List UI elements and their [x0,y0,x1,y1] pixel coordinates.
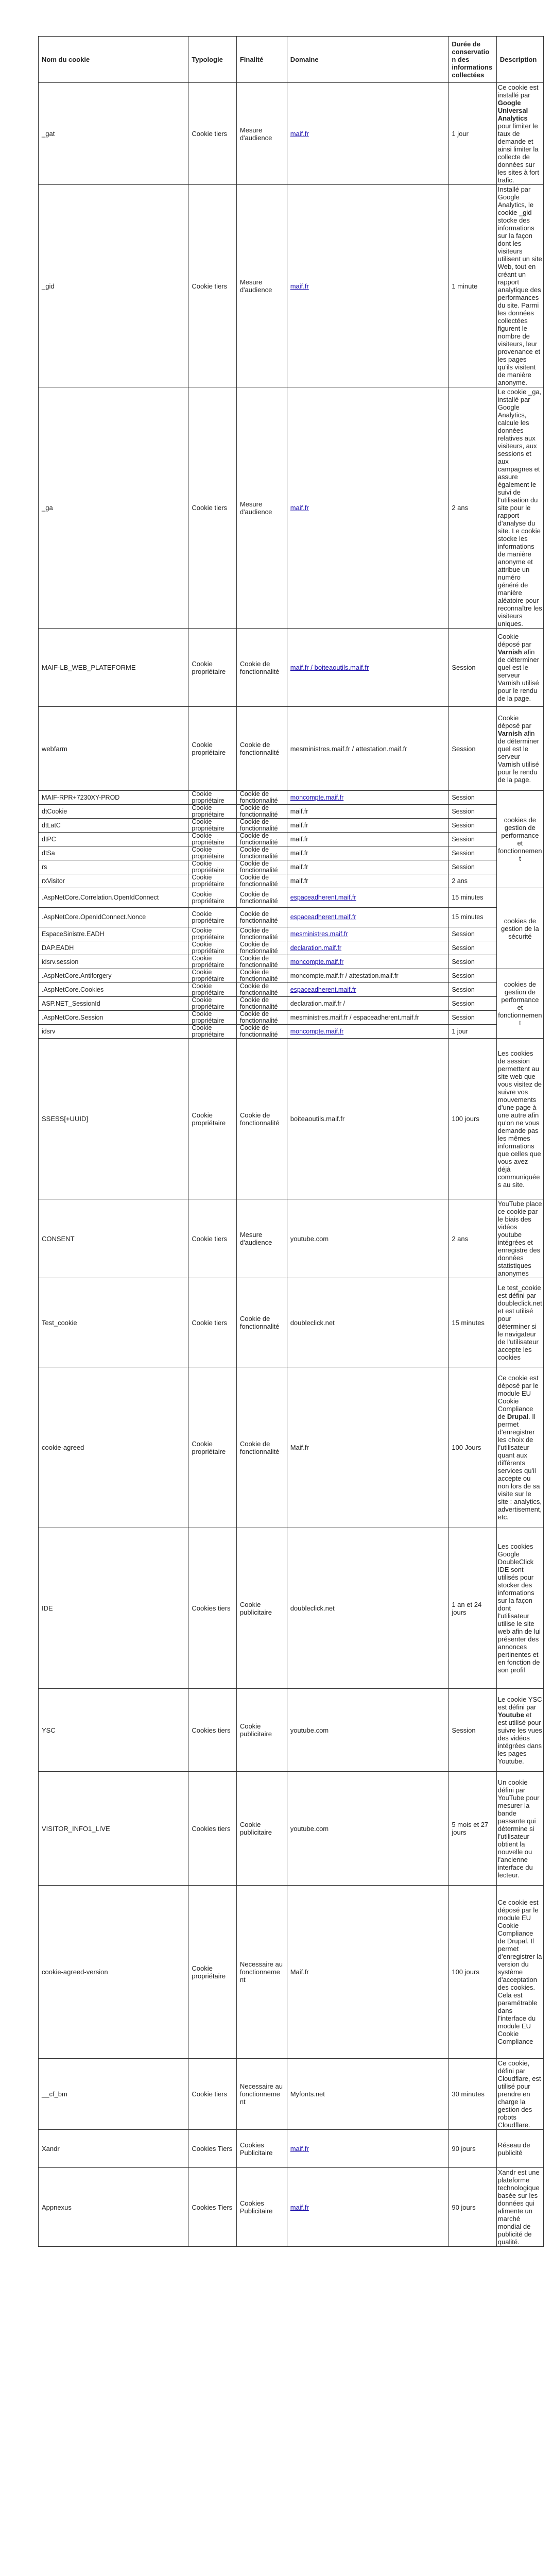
cookie-duration: 2 ans [449,387,496,629]
cookie-domain-link[interactable]: declaration.maif.fr [290,944,342,952]
cookie-duration: 90 jours [449,2168,496,2247]
cookie-description: Réseau de publicité [496,2130,543,2168]
cookie-description: Ce cookie, défini par Cloudflare, est utilisé pour prendre en charge la gestion des robots Cloudflare. [496,2059,543,2130]
table-row [39,860,544,874]
cookie-domain: doubleclick.net [287,1278,449,1367]
description-part: Le cookie YSC est défini par [497,1695,542,1711]
cookie-name: rs [39,860,188,874]
cookie-type: Cookie propriétaire [188,846,236,860]
cookie-domain: maif.fr [287,846,449,860]
cookie-purpose: Cookie de fonctionnalité [236,927,287,941]
cookie-type: Cookie propriétaire [188,1039,236,1199]
cookie-purpose: Cookie de fonctionnalité [236,1278,287,1367]
table-row [39,1886,544,2059]
description-part: Drupal [507,1413,529,1420]
cookie-purpose: Cookie de fonctionnalité [236,833,287,846]
cookie-name: idsrv [39,1025,188,1039]
cookie-domain [287,83,449,185]
cookie-name: CONSENT [39,1199,188,1278]
group-description-performance: cookies de gestion de performance et fonctionnement [496,791,543,888]
cookie-name: .AspNetCore.Session [39,1011,188,1025]
cookie-domain: youtube.com [287,1199,449,1278]
cookie-domain [287,2130,449,2168]
cookie-type: Cookie propriétaire [188,819,236,833]
table-row [39,2059,544,2130]
cookie-type: Cookie propriétaire [188,955,236,969]
cookie-duration: 15 minutes [449,888,496,908]
cookie-type: Cookie tiers [188,2059,236,2130]
cookie-type: Cookie propriétaire [188,1886,236,2059]
table-row [39,387,544,629]
cookie-duration: Session [449,1011,496,1025]
cookie-domain [287,983,449,997]
col-header-name: Nom du cookie [39,37,188,83]
cookie-description: Le test_cookie est défini par doubleclick.net et est utilisé pour déterminer si le navigateur de l'utilisateur accepte les cookies [496,1278,543,1367]
table-row [39,1367,544,1528]
table-row [39,908,544,927]
cookie-purpose: Necessaire au fonctionnement [236,1886,287,2059]
cookie-duration: Session [449,791,496,805]
cookie-name: dtCookie [39,805,188,819]
cookie-description: Installé par Google Analytics, le cookie _gid stocke des informations sur la façon dont les visiteurs utilisent un site Web, tout en créant un rapport analytique des performances du site. Parmi les données collectées figurent le nombre de visiteurs, leur provenance et les pages qu'ils visitent de manière anonyme. [496,185,543,387]
cookie-description [496,707,543,791]
table-row [39,707,544,791]
cookie-domain-link[interactable]: moncompte.maif.fr [290,1027,344,1035]
cookie-name: ASP.NET_SessionId [39,997,188,1011]
cookie-domain-link[interactable]: maif.fr [290,282,309,290]
cookie-duration: Session [449,819,496,833]
cookie-domain-link[interactable]: moncompte.maif.fr [290,958,344,965]
table-row [39,2168,544,2247]
cookie-duration: Session [449,927,496,941]
cookie-name: _gid [39,185,188,387]
cookie-type: Cookie propriétaire [188,1025,236,1039]
table-row [39,983,544,997]
cookie-domain [287,1025,449,1039]
cookie-domain [287,941,449,955]
cookie-name: __cf_bm [39,2059,188,2130]
cookie-domain: boiteaoutils.maif.fr [287,1039,449,1199]
cookie-type: Cookie propriétaire [188,927,236,941]
table-row [39,955,544,969]
cookie-type: Cookie propriétaire [188,983,236,997]
cookie-domain: Maif.fr [287,1367,449,1528]
cookie-type: Cookies tiers [188,1689,236,1772]
cookie-purpose: Cookie de fonctionnalité [236,1011,287,1025]
cookie-type: Cookie tiers [188,387,236,629]
cookie-type: Cookie propriétaire [188,941,236,955]
cookie-duration: 100 Jours [449,1367,496,1528]
group-description-performance-2: cookies de gestion de performance et fonctionnement [496,969,543,1039]
table-row [39,1772,544,1886]
cookie-name: cookie-agreed-version [39,1886,188,2059]
table-row [39,83,544,185]
cookie-duration: 100 jours [449,1886,496,2059]
cookie-domain-link[interactable]: maif.fr / boiteaoutils.maif.fr [290,664,369,671]
cookie-purpose: Cookie de fonctionnalité [236,888,287,908]
cookie-duration: Session [449,707,496,791]
cookie-description: Ce cookie est déposé par le module EU Cookie Compliance de Drupal. Il permet d'enregistrer la version du système d'acceptation des cookies. Cela est paramétrable dans l'interface du module EU Cookie Compliance [496,1886,543,2059]
table-row [39,888,544,908]
cookie-name: SSESS[+UUID] [39,1039,188,1199]
table-row [39,805,544,819]
col-header-type: Typologie [188,37,236,83]
cookie-description: Le cookie _ga, installé par Google Analytics, calcule les données relatives aux visiteurs, aux sessions et aux campagnes et assure également le suivi de l'utilisation du site pour le rapport d'analyse du site. Le cookie stocke les informations de manière anonyme et attribue un numéro généré de manière aléatoire pour reconnaître les visiteurs uniques. [496,387,543,629]
cookie-duration: 2 ans [449,874,496,888]
description-part: Varnish [497,648,522,656]
cookie-domain-link[interactable]: espaceadherent.maif.fr [290,913,356,921]
cookie-description: Les cookies de session permettent au site web que vous visitez de suivre vos mouvements d'une page à une autre afin qu'on ne vous demande pas les mêmes informations que celles que vous avez déjà communiquées au site. [496,1039,543,1199]
cookie-domain-link[interactable]: maif.fr [290,2203,309,2211]
cookie-domain [287,185,449,387]
cookie-domain: maif.fr [287,819,449,833]
cookie-duration: 5 mois et 27 jours [449,1772,496,1886]
cookie-purpose: Cookies Publicitaire [236,2130,287,2168]
cookie-type: Cookie tiers [188,1199,236,1278]
cookie-domain: mesministres.maif.fr / espaceadherent.maif.fr [287,1011,449,1025]
cookie-duration: Session [449,846,496,860]
table-row [39,1278,544,1367]
cookie-duration: 15 minutes [449,908,496,927]
table-row [39,1199,544,1278]
cookie-name: DAP.EADH [39,941,188,955]
cookie-name: .AspNetCore.Antiforgery [39,969,188,983]
cookie-name: cookie-agreed [39,1367,188,1528]
cookie-duration: Session [449,969,496,983]
cookie-type: Cookie propriétaire [188,1367,236,1528]
cookie-duration: 1 minute [449,185,496,387]
cookie-domain [287,2168,449,2247]
cookie-type: Cookie tiers [188,83,236,185]
table-row [39,874,544,888]
cookie-duration: Session [449,955,496,969]
cookie-purpose: Cookie de fonctionnalité [236,908,287,927]
cookie-name: YSC [39,1689,188,1772]
cookie-name: dtSa [39,846,188,860]
cookie-name: _ga [39,387,188,629]
description-part: pour limiter le taux de demande et ainsi limiter la collecte de données sur les sites à fort trafic. [497,122,539,184]
table-row [39,927,544,941]
cookie-purpose: Mesure d'audience [236,1199,287,1278]
cookie-domain: Maif.fr [287,1886,449,2059]
cookie-name: MAIF-RPR+7230XY-PROD [39,791,188,805]
cookie-type: Cookie propriétaire [188,1011,236,1025]
cookie-domain [287,791,449,805]
description-part: Ce cookie est installé par [497,83,539,99]
cookie-duration: 1 an et 24 jours [449,1528,496,1689]
cookie-domain: declaration.maif.fr / [287,997,449,1011]
cookie-duration: 30 minutes [449,2059,496,2130]
cookie-duration: Session [449,833,496,846]
description-part: Youtube [497,1710,524,1719]
cookie-purpose: Necessaire au fonctionnement [236,2059,287,2130]
cookie-duration: Session [449,860,496,874]
cookie-duration: 1 jour [449,83,496,185]
cookie-domain: doubleclick.net [287,1528,449,1689]
cookie-domain: maif.fr [287,860,449,874]
table-row [39,791,544,805]
cookie-duration: Session [449,1689,496,1772]
cookie-domain: maif.fr [287,874,449,888]
cookie-domain [287,387,449,629]
cookie-duration: Session [449,997,496,1011]
description-part: Varnish [497,729,522,737]
cookie-type: Cookies tiers [188,1528,236,1689]
cookie-domain [287,888,449,908]
cookie-domain-link[interactable]: espaceadherent.maif.fr [290,894,356,901]
table-row [39,833,544,846]
cookie-purpose: Cookie de fonctionnalité [236,997,287,1011]
cookie-purpose: Cookie de fonctionnalité [236,791,287,805]
cookie-description: Xandr est une plateforme technologique basée sur les données qui alimente un marché mondial de publicité de qualité. [496,2168,543,2247]
col-header-duration: Durée de conservation des informations collectées [449,37,496,83]
cookie-type: Cookie propriétaire [188,908,236,927]
cookie-domain [287,908,449,927]
cookie-purpose: Cookie de fonctionnalité [236,629,287,707]
cookie-domain-link[interactable]: maif.fr [290,504,309,512]
description-part: . Il permet d'enregistrer les choix de l'utilisateur quant aux différents services qu'il accepte ou non lors de sa visite sur le site : analytics, advertisement, etc. [497,1413,542,1521]
cookie-domain: youtube.com [287,1772,449,1886]
table-row [39,969,544,983]
cookie-duration: 100 jours [449,1039,496,1199]
cookie-description [496,1689,543,1772]
cookie-description [496,1367,543,1528]
cookie-purpose: Cookie de fonctionnalité [236,969,287,983]
table-row [39,629,544,707]
cookie-name: idsrv.session [39,955,188,969]
cookie-purpose: Cookie de fonctionnalité [236,941,287,955]
cookie-duration: 90 jours [449,2130,496,2168]
cookie-name: Test_cookie [39,1278,188,1367]
cookie-domain: mesministres.maif.fr / attestation.maif.fr [287,707,449,791]
cookie-name: VISITOR_INFO1_LIVE [39,1772,188,1886]
description-part: afin de déterminer quel est le serveur Varnish utilisé pour le rendu de la page. [497,648,539,702]
cookie-description [496,629,543,707]
description-part: Google Universal Analytics [497,99,528,122]
cookie-duration: Session [449,941,496,955]
description-part: Ce cookie est déposé par le module EU Cookie Compliance de [497,1374,539,1420]
cookie-purpose: Cookie de fonctionnalité [236,846,287,860]
cookie-purpose: Cookie de fonctionnalité [236,707,287,791]
cookie-type: Cookie propriétaire [188,888,236,908]
cookie-domain-link[interactable]: maif.fr [290,2145,309,2153]
cookie-purpose: Cookie de fonctionnalité [236,1039,287,1199]
cookie-type: Cookie propriétaire [188,707,236,791]
cookie-type: Cookies tiers [188,1772,236,1886]
cookie-name: MAIF-LB_WEB_PLATEFORME [39,629,188,707]
cookie-domain: maif.fr [287,833,449,846]
cookie-type: Cookie propriétaire [188,874,236,888]
cookie-duration: Session [449,805,496,819]
table-row [39,941,544,955]
cookie-name: rxVisitor [39,874,188,888]
cookie-domain: maif.fr [287,805,449,819]
table-row [39,1025,544,1039]
description-part: afin de déterminer quel est le serveur Varnish utilisé pour le rendu de la page. [497,729,539,784]
cookie-type: Cookies Tiers [188,2130,236,2168]
cookie-name: Appnexus [39,2168,188,2247]
cookie-type: Cookie propriétaire [188,805,236,819]
cookie-duration: 15 minutes [449,1278,496,1367]
cookie-description [496,83,543,185]
cookie-purpose: Cookie de fonctionnalité [236,819,287,833]
cookie-domain-link[interactable]: moncompte.maif.fr [290,793,344,801]
cookie-name: dtPC [39,833,188,846]
table-row [39,846,544,860]
cookie-purpose: Mesure d'audience [236,83,287,185]
cookie-purpose: Cookie de fonctionnalité [236,1025,287,1039]
cookie-purpose: Cookie de fonctionnalité [236,874,287,888]
cookie-type: Cookie tiers [188,185,236,387]
cookie-purpose: Cookie de fonctionnalité [236,1367,287,1528]
description-part: et est utilisé pour suivre les vues des vidéos intégrées dans les pages Youtube. [497,1710,542,1765]
cookie-purpose: Cookie de fonctionnalité [236,983,287,997]
cookie-duration: 2 ans [449,1199,496,1278]
cookie-name: .AspNetCore.Correlation.OpenIdConnect [39,888,188,908]
cookie-purpose: Cookie publicitaire [236,1689,287,1772]
cookie-purpose: Cookies Publicitaire [236,2168,287,2247]
cookie-purpose: Cookie publicitaire [236,1772,287,1886]
cookie-description: Un cookie défini par YouTube pour mesurer la bande passante qui détermine si l'utilisateur obtient la nouvelle ou l'ancienne interface du lecteur. [496,1772,543,1886]
cookie-name: _gat [39,83,188,185]
cookie-type: Cookie propriétaire [188,833,236,846]
cookie-domain [287,629,449,707]
table-row [39,2130,544,2168]
cookie-name: dtLatC [39,819,188,833]
cookie-duration: Session [449,983,496,997]
table-row [39,185,544,387]
table-row [39,1528,544,1689]
cookie-purpose: Mesure d'audience [236,185,287,387]
cookie-domain-link[interactable]: maif.fr [290,130,309,138]
cookie-domain: moncompte.maif.fr / attestation.maif.fr [287,969,449,983]
description-part: Cookie déposé par [497,633,531,648]
cookie-name: .AspNetCore.OpenIdConnect.Nonce [39,908,188,927]
table-row [39,1689,544,1772]
cookie-description: Les cookies Google DoubleClick IDE sont utilisés pour stocker des informations sur la façon dont l'utilisateur utilise le site web afin de lui présenter des annonces pertinentes et en fonction de son profil [496,1528,543,1689]
cookie-type: Cookie tiers [188,1278,236,1367]
cookie-domain [287,955,449,969]
cookie-purpose: Cookie de fonctionnalité [236,860,287,874]
cookie-duration: Session [449,629,496,707]
cookie-name: webfarm [39,707,188,791]
cookie-type: Cookie propriétaire [188,969,236,983]
description-part: Cookie déposé par [497,714,531,730]
cookie-description: YouTube place ce cookie par le biais des vidéos youtube intégrées et enregistre des données statistiques anonymes [496,1199,543,1278]
cookie-table [38,36,544,2247]
cookie-name: .AspNetCore.Cookies [39,983,188,997]
cookie-purpose: Cookie publicitaire [236,1528,287,1689]
cookie-domain-link[interactable]: espaceadherent.maif.fr [290,986,356,993]
cookie-type: Cookie propriétaire [188,860,236,874]
cookie-type: Cookies Tiers [188,2168,236,2247]
cookie-domain: youtube.com [287,1689,449,1772]
col-header-domain: Domaine [287,37,449,83]
cookie-type: Cookie propriétaire [188,791,236,805]
table-row [39,997,544,1011]
cookie-purpose: Cookie de fonctionnalité [236,955,287,969]
cookie-name: Xandr [39,2130,188,2168]
table-row [39,819,544,833]
table-row [39,1039,544,1199]
group-description-security: cookies de gestion de la sécurité [496,888,543,969]
cookie-duration: 1 jour [449,1025,496,1039]
cookie-purpose: Mesure d'audience [236,387,287,629]
table-row [39,1011,544,1025]
table-header-row [39,37,544,83]
col-header-purpose: Finalité [236,37,287,83]
cookie-domain [287,927,449,941]
cookie-type: Cookie propriétaire [188,629,236,707]
cookie-type: Cookie propriétaire [188,997,236,1011]
cookie-name: IDE [39,1528,188,1689]
cookie-domain: Myfonts.net [287,2059,449,2130]
col-header-description: Description [496,37,543,83]
cookie-domain-link[interactable]: mesministres.maif.fr [290,930,348,938]
cookie-name: EspaceSinistre.EADH [39,927,188,941]
cookie-purpose: Cookie de fonctionnalité [236,805,287,819]
